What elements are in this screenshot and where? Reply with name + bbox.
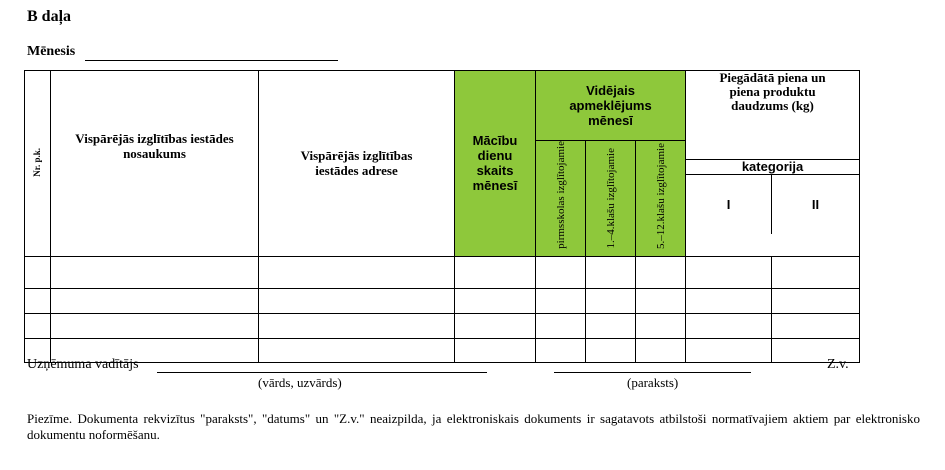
table-cell[interactable] <box>51 313 259 338</box>
table-cell[interactable] <box>259 288 455 313</box>
table-cell[interactable] <box>686 313 772 338</box>
seal-placeholder: Z.v. <box>827 357 849 372</box>
table-cell[interactable] <box>455 288 536 313</box>
header-school-name: Vispārējās izglītības iestādes nosaukums <box>51 71 259 257</box>
table-cell[interactable] <box>455 313 536 338</box>
table-cell[interactable] <box>536 256 586 288</box>
table-cell[interactable] <box>536 313 586 338</box>
table-row <box>25 313 860 338</box>
table-cell[interactable] <box>772 288 860 313</box>
table-cell[interactable] <box>636 338 686 362</box>
table-cell[interactable] <box>772 256 860 288</box>
table-row <box>25 338 860 362</box>
table-cell[interactable] <box>686 288 772 313</box>
table-cell[interactable] <box>455 256 536 288</box>
header-school-address: Vispārējās izglītības iestādes adrese <box>259 71 455 257</box>
table-cell[interactable] <box>772 313 860 338</box>
table-cell[interactable] <box>259 313 455 338</box>
table-cell[interactable] <box>686 256 772 288</box>
report-table <box>24 70 860 363</box>
table-cell[interactable] <box>25 256 51 288</box>
section-title: B daļa <box>27 8 72 25</box>
table-cell[interactable] <box>25 313 51 338</box>
header-att-grades-5-12: 5.–12.klašu izglītojamie <box>636 141 686 257</box>
header-milk-quantity: Piegādātā piena un piena produktu daudzums (kg) <box>686 71 860 160</box>
month-label: Mēnesis <box>27 44 76 59</box>
header-category-group <box>686 160 860 257</box>
manager-label: Uzņēmuma vadītājs <box>27 357 139 372</box>
header-avg-attendance: Vidējais apmeklējums mēnesī <box>536 71 686 141</box>
table-cell[interactable] <box>455 338 536 362</box>
header-category-1: I <box>686 175 772 234</box>
table-cell[interactable] <box>536 338 586 362</box>
table-row <box>25 288 860 313</box>
header-att-grades-1-4: 1.–4.klašu izglītojamie <box>586 141 636 257</box>
signature-line[interactable] <box>554 372 751 373</box>
header-category-2: II <box>811 197 820 213</box>
signature-caption: (paraksts) <box>627 375 679 390</box>
table-cell[interactable] <box>259 338 455 362</box>
table-cell[interactable] <box>51 288 259 313</box>
header-school-days: Mācību dienu skaits mēnesī <box>455 71 536 257</box>
table-cell[interactable] <box>51 256 259 288</box>
header-att-preschool: pirmsskolas izglītojamie <box>536 141 586 257</box>
table-cell[interactable] <box>536 288 586 313</box>
header-nr: Nr. p.k. <box>25 71 51 257</box>
month-input-line[interactable] <box>85 60 338 61</box>
name-caption: (vārds, uzvārds) <box>258 375 342 390</box>
table-cell[interactable] <box>586 313 636 338</box>
table-row <box>25 256 860 288</box>
table-cell[interactable] <box>636 256 686 288</box>
footnote: Piezīme. Dokumenta rekvizītus "paraksts", "datums" un "Z.v." neaizpilda, ja elektroniskais dokuments ir sagatavots atbilstoši normatīvajiem aktiem par elektronisko dokumentu noformēšanu. <box>27 411 920 442</box>
table-cell[interactable] <box>636 313 686 338</box>
table-cell[interactable] <box>586 256 636 288</box>
table-cell[interactable] <box>25 288 51 313</box>
table-cell[interactable] <box>636 288 686 313</box>
table-cell[interactable] <box>686 338 772 362</box>
manager-name-line[interactable] <box>157 372 487 373</box>
table-cell[interactable] <box>586 288 636 313</box>
table-cell[interactable] <box>586 338 636 362</box>
table-cell[interactable] <box>259 256 455 288</box>
header-category: kategorija <box>686 160 859 175</box>
